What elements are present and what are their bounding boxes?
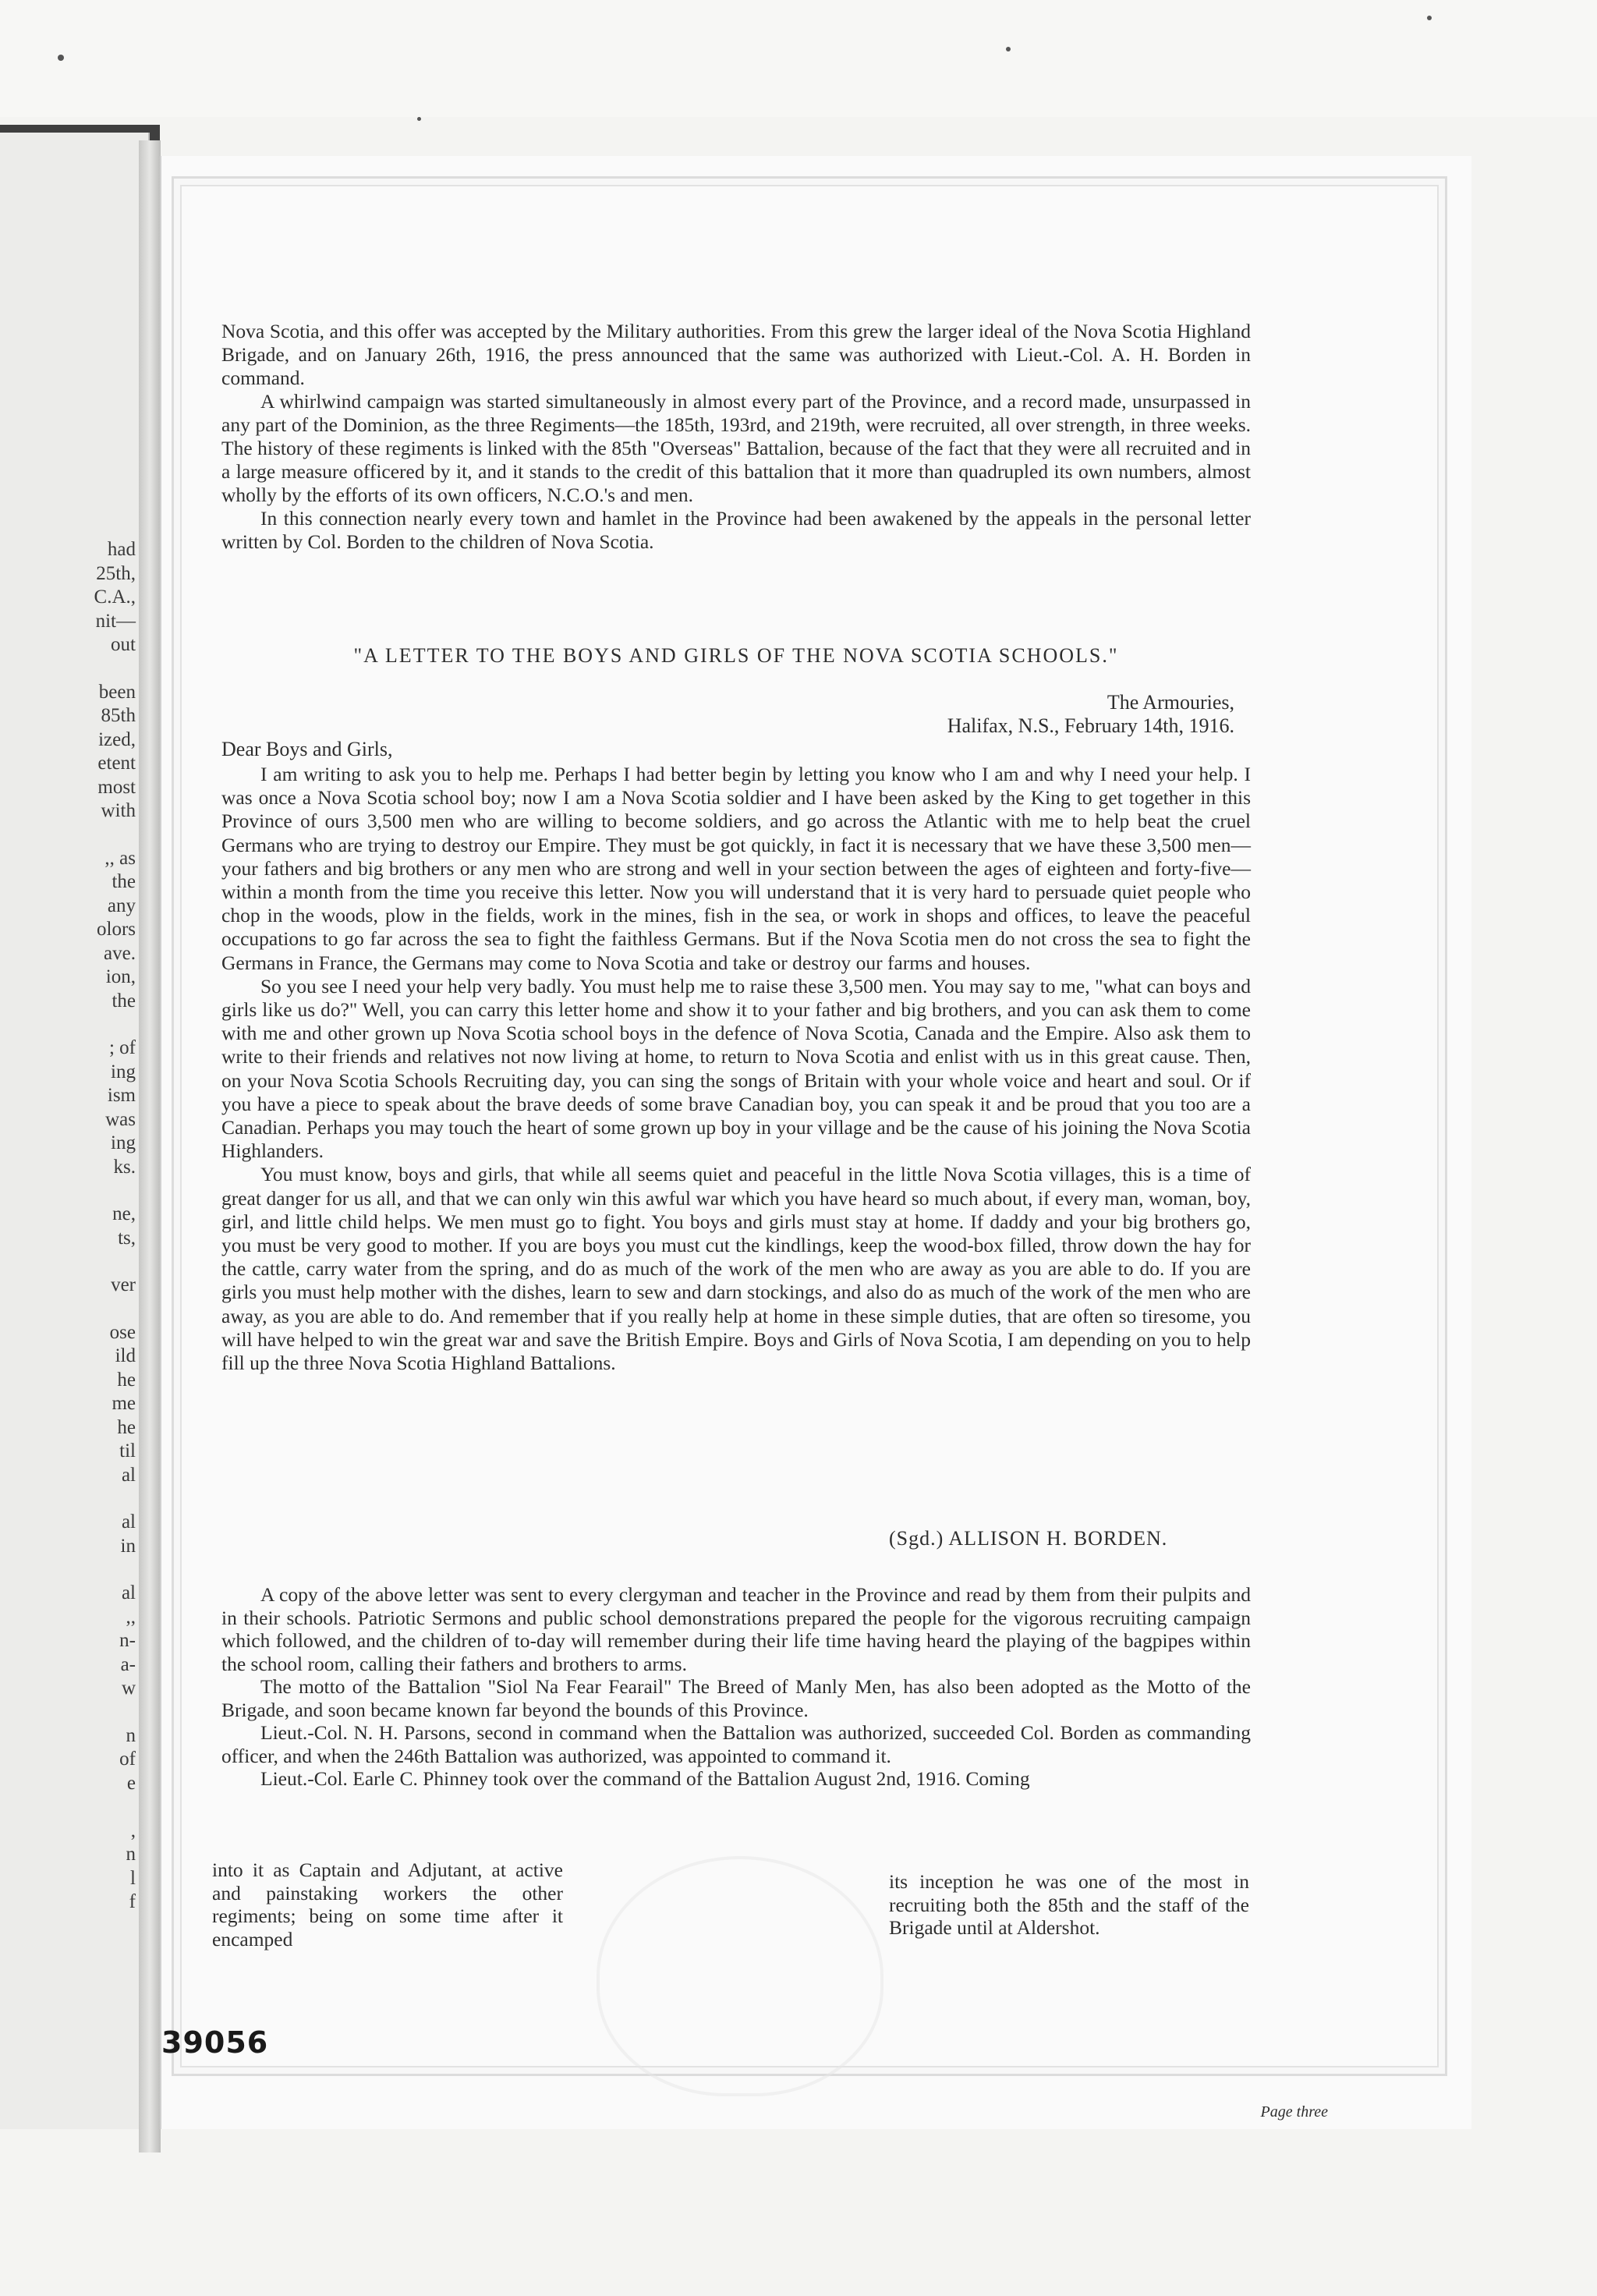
left-page-fragment-line: ild xyxy=(115,1345,136,1366)
left-page-fragment-line: of xyxy=(119,1749,136,1770)
fragment-gap xyxy=(3,1487,136,1511)
after-paragraph-2: The motto of the Battalion "Siol Na Fear Fearail" The Breed of Manly Men, has also been adopted as the Motto of the Brigade, and soon became known far beyond the bounds of this Province. xyxy=(221,1675,1251,1721)
fragment-gap xyxy=(3,824,136,847)
left-page-fragment-line: ks. xyxy=(113,1156,136,1178)
book-gutter xyxy=(139,140,161,2152)
fragment-gap xyxy=(3,1179,136,1203)
left-page-fragment-line: with xyxy=(101,800,136,821)
left-page-fragment-line: ing xyxy=(111,1061,136,1082)
split-column-left: into it as Captain and Adjutant, at active and painstaking workers the other regiments; being on some time after it encamped xyxy=(212,1858,563,1951)
split-column-right: its inception he was one of the most in recruiting both the 85th and the staff of the Brigade until at Aldershot. xyxy=(889,1870,1249,1939)
letter-address-line-2: Halifax, N.S., February 14th, 1916. xyxy=(947,714,1234,737)
scan-top-margin xyxy=(0,0,1597,117)
left-page-fragment-line: ized, xyxy=(98,728,136,750)
left-page-fragment-line: ; of xyxy=(108,1037,136,1058)
left-page-fragment-line: been xyxy=(98,681,136,703)
letter-signature: (Sgd.) ALLISON H. BORDEN. xyxy=(889,1527,1168,1550)
left-page-fragment-line: e xyxy=(126,1772,136,1794)
intro-text xyxy=(221,320,1251,554)
after-paragraph-1: A copy of the above letter was sent to every clergyman and teacher in the Province and read by them from their pulpits and in their schools. Patriotic Sermons and public school demonstrations prepared the people for the vigorous recruiting campaign which followed, and the children of to-day will remember during their life time having heard the playing of the bagpipes within the school room, calling their fathers and brothers to arms. xyxy=(221,1583,1251,1675)
scan-speck xyxy=(417,117,421,121)
left-page-fragment-line: 25th, xyxy=(96,562,136,584)
intro-paragraph-3: In this connection nearly every town and hamlet in the Province had been awakened by the appeals in the personal letter written by Col. Borden to the children of Nova Scotia. xyxy=(221,507,1251,553)
left-page-fragment-line: the xyxy=(112,871,136,892)
left-page-text-fragments xyxy=(3,538,136,1915)
fragment-gap xyxy=(3,657,136,681)
left-page-fragment-line: was xyxy=(105,1108,136,1130)
letter-paragraph-3: You must know, boys and girls, that while all seems quiet and peaceful in the little Nova Scotia villages, this is a time of great danger for us all, and that we can only win this awful war which you have heard so much about, if every man, woman, boy, girl, and little child helps. We men must go to fight. You boys and girls must stay at home. If daddy and your big brothers go, you must be very good to mother. If you are boys you must cut the kindlings, keep the wood-box filled, throw down the hay for the cattle, carry water from the spring, and do as much of the work of the men who are away as you are able to do. If you are girls you must help mother with the dishes, learn to sew and darn stockings, and also do as much of the work of the men who are away, as you are able to do. And remember that if you really help at home in these simple duties, that are often so tiresome, you will have helped to win the great war and save the British Empire. Boys and Girls of Nova Scotia, I am depending on you to help fill up the three Nova Scotia Highland Battalions. xyxy=(221,1163,1251,1375)
fragment-gap xyxy=(3,1250,136,1274)
left-page-fragment-line: al xyxy=(121,1582,136,1603)
left-page-fragment-line: olors xyxy=(97,919,136,940)
left-page-fragment-line: til xyxy=(119,1440,136,1462)
letter-greeting: Dear Boys and Girls, xyxy=(221,738,393,760)
left-page-fragment-line: 85th xyxy=(101,705,136,726)
letter-paragraph-2: So you see I need your help very badly. You must help me to raise these 3,500 men. You may say to me, "what can boys and girls like us do?" Well, you can carry this letter home and show it to your father and big brothers, and you can ask them to come with me and other grown up Nova Scotia school boys in the defence of Nova Scotia, Canada and the Empire. Also ask them to write to their friends and relatives not now living at home, to return to Nova Scotia and enlist with us in this great cause. Then, on your Nova Scotia Schools Recruiting day, you can sing the songs of Britain with your whole voice and heart and soul. Or if you have a piece to speak about the brave deeds of some brave Canadian boy, you can speak it and be proud that you too are a Canadian. Perhaps you may touch the heart of some grown up boy in your village and be the cause of his joining the Nova Scotia Highlanders. xyxy=(221,974,1251,1163)
left-page-fragment-line: ne, xyxy=(112,1203,136,1224)
left-page-fragment-line: al xyxy=(121,1511,136,1532)
left-page-edge xyxy=(0,133,150,2129)
fragment-gap xyxy=(3,1558,136,1582)
left-page-fragment-line: etent xyxy=(97,753,136,774)
left-page-fragment-line: l xyxy=(130,1867,136,1889)
intro-paragraph-1: Nova Scotia, and this offer was accepted by the Military authorities. From this grew the larger ideal of the Nova Scotia Highland Brigade, and on January 26th, 1916, the press announced that the same was authorized with Lieut.-Col. A. H. Borden in command. xyxy=(221,320,1251,389)
letter-body xyxy=(221,763,1251,1375)
left-page-fragment-line: al xyxy=(121,1464,136,1486)
letter-heading: "A LETTER TO THE BOYS AND GIRLS OF THE NOVA SCOTIA SCHOOLS." xyxy=(353,644,1119,667)
scan-speck xyxy=(1427,16,1432,20)
left-page-fragment-line: had xyxy=(107,539,136,560)
left-page-fragment-line: most xyxy=(97,776,136,798)
handwritten-archive-number: 39056 xyxy=(161,2025,269,2060)
letter-paragraph-1: I am writing to ask you to help me. Perhaps I had better begin by letting you know who I am and why I need your help. I was once a Nova Scotia school boy; now I am a Nova Scotia soldier and I have been asked by the King to get together in this Province of ours 3,500 men who are willing to become soldiers, and go across the Atlantic with me to help beat the cruel Germans who are trying to destroy our Empire. They must be got quickly, in fact it is necessary that we have these 3,500 men—your fathers and big brothers or any men who are strong and well in your section between the ages of eighteen and forty-five—within a month from the time you receive this letter. Now you will understand that it is very hard to persuade quiet people who chop in the woods, plow in the fields, work in the mines, fish in the sea, or work in shops and offices, to leave the peaceful occupations to go far across the sea to fight the faithless Germans. But if the Nova Scotia men do not cross the sea to fight the Germans in France, the Germans may come to Nova Scotia and take or destroy our farms and houses. xyxy=(221,763,1251,974)
letter-address-line-1: The Armouries, xyxy=(1107,691,1234,714)
scan-speck xyxy=(1006,47,1011,51)
left-page-fragment-line: n- xyxy=(119,1630,136,1651)
faint-crest-watermark xyxy=(597,1856,883,2096)
intro-paragraph-2: A whirlwind campaign was started simultaneously in almost every part of the Province, and a record made, unsurpassed in any part of the Dominion, as the three Regiments—the 185th, 193rd, and 219th, were recruited, all over strength, in three weeks. The history of these regiments is linked with the 85th "Overseas" Battalion, because of the fact that they were all recruited and in a large measure officered by it, and it stands to the credit of this battalion that it more than quadrupled its own numbers, almost wholly by the efforts of its own officers, N.C.O.'s and men. xyxy=(221,390,1251,506)
left-page-fragment-line: he xyxy=(117,1416,136,1438)
left-page-fragment-line: ism xyxy=(107,1085,136,1106)
left-page-fragment-line: ose xyxy=(109,1321,136,1343)
left-page-fragment-line: out xyxy=(111,634,136,655)
left-page-fragment-line: n xyxy=(126,1724,136,1746)
scan-speck xyxy=(58,55,64,61)
left-page-fragment-line: n xyxy=(126,1844,136,1865)
left-page-fragment-line: he xyxy=(117,1369,136,1391)
left-page-fragment-line: ,, as xyxy=(104,847,136,869)
left-page-fragment-line: ,, xyxy=(126,1606,136,1628)
left-page-fragment-line: nit— xyxy=(95,610,136,632)
left-page-fragment-line: a- xyxy=(120,1653,136,1675)
left-page-fragment-line: ver xyxy=(111,1274,136,1295)
after-paragraph-4: Lieut.-Col. Earle C. Phinney took over the command of the Battalion August 2nd, 1916. Coming xyxy=(260,1767,1030,1790)
left-page-fragment-line: f xyxy=(129,1891,136,1912)
left-page-fragment-line: in xyxy=(120,1535,136,1557)
fragment-gap xyxy=(3,1298,136,1321)
after-letter-text xyxy=(221,1583,1251,1791)
left-page-fragment-line: C.A., xyxy=(94,586,136,608)
fragment-gap xyxy=(3,1701,136,1724)
left-page-fragment-line: ts, xyxy=(118,1227,136,1249)
left-page-fragment-line: the xyxy=(112,990,136,1012)
left-page-fragment-line: ing xyxy=(111,1132,136,1153)
page-number: Page three xyxy=(1260,2103,1328,2121)
left-page-fragment-line xyxy=(3,1795,136,1819)
left-page-fragment-line: w xyxy=(121,1678,136,1699)
fragment-gap xyxy=(3,1013,136,1036)
left-page-fragment-line: me xyxy=(112,1393,136,1414)
left-page-fragment-line: ion, xyxy=(105,966,136,987)
left-page-fragment-line: ave. xyxy=(104,942,136,964)
left-page-fragment-line: any xyxy=(107,895,136,916)
left-page-fragment-line: , xyxy=(130,1819,136,1841)
after-paragraph-3: Lieut.-Col. N. H. Parsons, second in command when the Battalion was authorized, succeeded Col. Borden as commanding officer, and when the 246th Battalion was authorized, was appointed to command it. xyxy=(221,1721,1251,1767)
